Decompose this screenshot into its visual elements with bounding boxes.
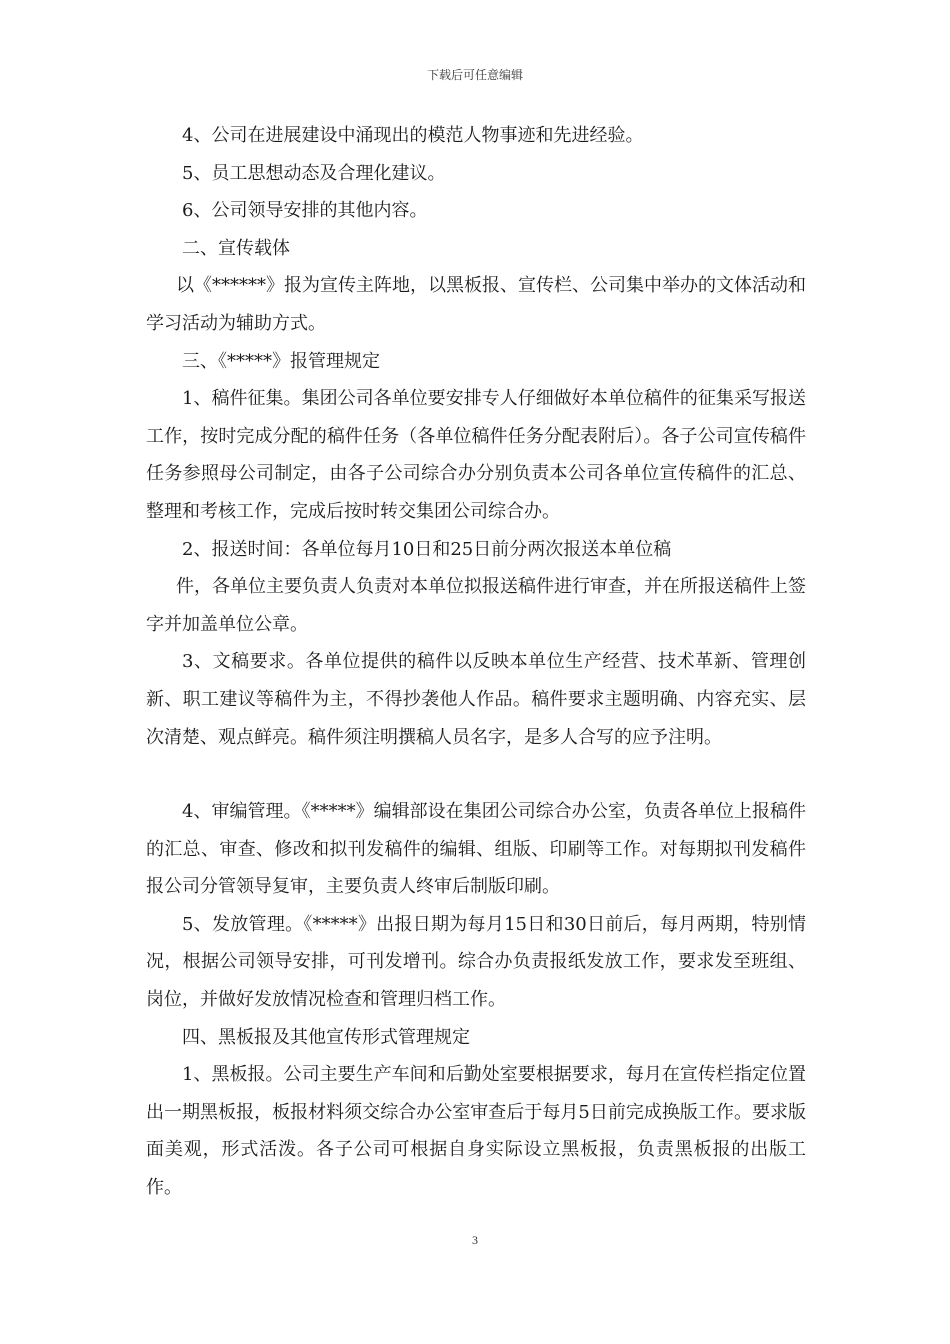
- paragraph-manuscript-collection: 1、稿件征集。集团公司各单位要安排专人仔细做好本单位稿件的征集采写报送工作，按时完成分配的稿件任务（各单位稿件任务分配表附后）。各子公司宣传稿件任务参照母公司制定，由各子公司综合办分别负责本公司各单位宣传稿件的汇总、整理和考核工作，完成后按时转交集团公司综合办。: [146, 388, 806, 522]
- paragraph-submission-review: 件，各单位主要负责人负责对本单位拟报送稿件进行审查，并在所报送稿件上签字并加盖单位公章。: [146, 576, 806, 635]
- paragraph-manuscript-requirements: 3、文稿要求。各单位提供的稿件以反映本单位生产经营、技术革新、管理创新、职工建议等稿件为主，不得抄袭他人作品。稿件要求主题明确、内容充实、层次清楚、观点鲜亮。稿件须注明撰稿人员名字，是多人合写的应予注明。: [146, 651, 806, 748]
- page-number: 3: [472, 1233, 478, 1247]
- paragraph-gap: [146, 756, 806, 793]
- document-body: [146, 117, 806, 1207]
- paragraph-item-4: 4、公司在进展建设中涌现出的模范人物事迹和先进经验。: [182, 125, 644, 146]
- section-heading-carrier: 二、宣传载体: [182, 237, 290, 259]
- section-heading-newspaper-rules: 三、《*****》报管理规定: [182, 350, 380, 372]
- paragraph-submission-time: 2、报送时间：各单位每月10日和25日前分两次报送本单位稿: [182, 538, 672, 560]
- paragraph-item-5: 5、员工思想动态及合理化建议。: [182, 162, 446, 184]
- paragraph-editing-management: 4、审编管理。《*****》编辑部设在集团公司综合办公室，负责各单位上报稿件的汇总、审查、修改和拟刊发稿件的编辑、组版、印刷等工作。对每期拟刊发稿件报公司分管领导复审，主要负责人终审后制版印刷。: [146, 801, 806, 898]
- page-header: 下载后可任意编辑: [426, 68, 523, 82]
- paragraph-distribution-management: 5、发放管理。《*****》出报日期为每月15日和30日前后，每月两期，特别情况，根据公司领导安排，可刊发增刊。综合办负责报纸发放工作，要求发至班组、岗位，并做好发放情况检查和管理归档工作。: [146, 913, 806, 1011]
- section-heading-blackboard-rules: 四、黑板报及其他宣传形式管理规定: [182, 1026, 470, 1048]
- paragraph-item-6: 6、公司领导安排的其他内容。: [182, 200, 428, 222]
- paragraph-carrier: 以《******》报为宣传主阵地，以黑板报、宣传栏、公司集中举办的文体活动和学习活动为辅助方式。: [146, 275, 806, 334]
- paragraph-blackboard: 1、黑板报。公司主要生产车间和后勤处室要根据要求，每月在宣传栏指定位置出一期黑板报，板报材料须交综合办公室审查后于每月5日前完成换版工作。要求版面美观，形式活泼。各子公司可根据自身实际设立黑板报，负责黑板报的出版工作。: [146, 1064, 806, 1199]
